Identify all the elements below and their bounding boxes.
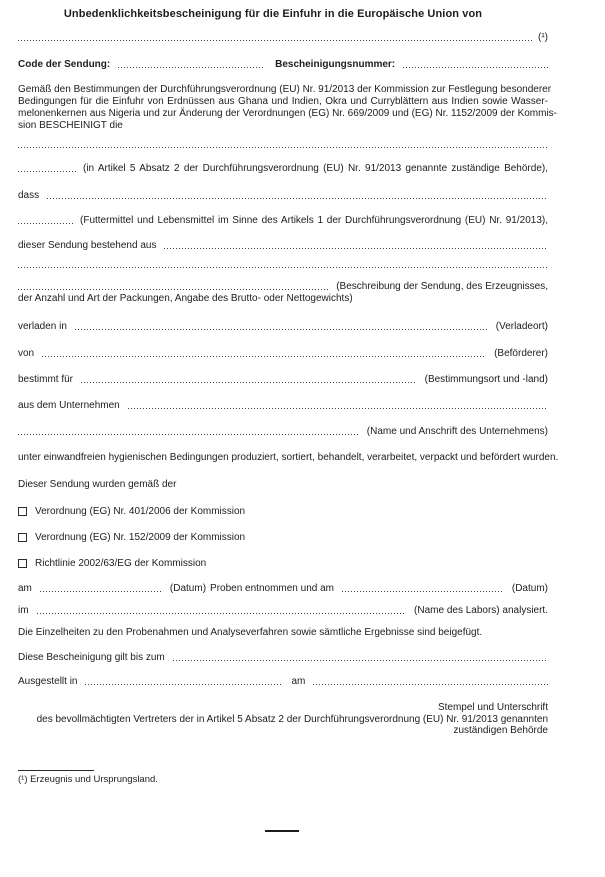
description-hint: (Beschreibung der Sendung, des Erzeugnisses, [336,281,548,292]
code-row [18,58,548,71]
valid-until-field[interactable] [173,660,548,661]
intro-paragraph [18,84,558,132]
sampling-intro: Dieser Sendung wurden gemäß der [18,479,177,490]
recipient-field[interactable] [18,40,533,41]
dass-label: dass [18,190,40,201]
checkbox-row-401-2006 [18,505,548,518]
authority-name-row [18,147,548,151]
intro-line: sion BESCHEINIGT die [18,120,123,131]
destination-row [18,373,548,386]
feed-hint-row [18,214,548,227]
recipient-row [18,31,548,44]
certificate-number-field[interactable] [403,67,548,68]
consignment-continuation-row [18,267,548,271]
intro-line: melonenkernen aus Nigeria und zur Änderung der Verordnungen (EG) Nr. 669/2009 und (EG) Nr. 1152/2009 der Kommis- [18,108,558,119]
intro-line: Bedingungen für die Einfuhr von Erdnüssen aus Ghana und Indien, Okra und Curryblättern aus Indien sowie Wasser- [18,96,548,107]
laboratory-field[interactable] [37,613,406,614]
description-hint-line2: der Anzahl und Art der Packungen, Angabe des Brutto- oder Nettogewichts) [18,293,353,304]
analysis-date-hint: (Datum) [511,583,548,594]
authority-name-field[interactable] [18,147,548,148]
laboratory-im-label: im [18,605,29,616]
dass-field[interactable] [47,198,548,199]
code-field[interactable] [118,67,263,68]
consignment-continuation-field[interactable] [18,267,548,268]
issue-date-field[interactable] [313,684,548,685]
laboratory-hint: (Name des Labors) analysiert. [414,605,548,616]
signature-line: des bevollmächtigten Vertreters der in Artikel 5 Absatz 2 der Durchführungsverordnung (EU) Nr. 91/2013 genannten [36,713,548,725]
code-label: Code der Sendung: [18,59,111,70]
laboratory-row [18,604,548,617]
feed-hint: (Futtermittel und Lebensmittel im Sinne des Artikels 1 der Durchführungsverordnung (EU) Nr. 91/2013), [80,215,548,226]
regulation-152-2009-label: Verordnung (EG) Nr. 152/2009 der Kommission [35,532,246,543]
description-row [18,281,548,293]
carrier-field[interactable] [42,356,486,357]
regulation-401-2006-checkbox[interactable] [18,507,27,516]
destination-label: bestimmt für [18,374,74,385]
validity-row [18,651,548,664]
authority-hint-row [18,162,548,175]
company-row [18,399,548,412]
authority-field[interactable] [18,171,76,172]
company-label: aus dem Unternehmen [18,400,120,411]
certificate-number-label: Bescheinigungsnummer: [275,59,396,70]
directive-2002-63-label: Richtlinie 2002/63/EG der Kommission [35,558,207,569]
sampling-mid-text: Proben entnommen und am [210,583,334,594]
checkbox-row-2002-63 [18,557,548,570]
analysis-date-field[interactable] [342,591,504,592]
carrier-hint: (Beförderer) [494,348,548,359]
consignment-row [18,239,548,252]
details-statement: Die Einzelheiten zu den Probenahmen und Analyseverfahren sowie sämtliche Ergebnisse sind beigefügt. [18,627,483,638]
destination-field[interactable] [81,382,417,383]
dass-row [18,189,548,202]
company-continuation-field[interactable] [18,434,359,435]
company-field[interactable] [128,408,548,409]
sampling-date-field[interactable] [40,591,162,592]
issued-label: Ausgestellt in [18,676,78,687]
sampling-date-row [18,582,548,595]
sampling-am-label: am [18,583,32,594]
regulation-152-2009-checkbox[interactable] [18,533,27,542]
loading-place-label: verladen in [18,321,67,332]
footnote-text: (¹) Erzeugnis und Ursprungsland. [18,773,158,785]
destination-hint: (Bestimmungsort und -land) [424,374,548,385]
regulation-401-2006-label: Verordnung (EG) Nr. 401/2006 der Kommission [35,506,246,517]
feed-field[interactable] [18,223,73,224]
description-block [18,281,548,305]
page-end-rule [265,830,299,832]
signature-line: Stempel und Unterschrift [437,702,548,713]
consignment-label: dieser Sendung bestehend aus [18,240,157,251]
document-title: Unbedenklichkeitsbescheinigung für die Einfuhr in die Europäische Union von [63,8,483,20]
loading-place-hint: (Verladeort) [495,321,548,332]
loading-place-field[interactable] [75,329,488,330]
issue-place-field[interactable] [85,684,283,685]
checkbox-row-152-2009 [18,531,548,544]
company-hint: (Name und Anschrift des Unternehmens) [366,426,548,437]
validity-label: Diese Bescheinigung gilt bis zum [18,652,165,663]
carrier-label: von [18,348,35,359]
footnote-separator [18,770,94,771]
authority-hint: (in Artikel 5 Absatz 2 der Durchführungsverordnung (EU) Nr. 91/2013 genannte zuständige Behörde), [83,163,548,174]
directive-2002-63-checkbox[interactable] [18,559,27,568]
signature-block [18,702,548,737]
consignment-field[interactable] [164,248,548,249]
signature-line: zuständigen Behörde [453,725,548,736]
footnote-ref: (¹) [538,32,548,43]
issued-am-label: am [291,676,306,687]
loading-place-row [18,320,548,333]
description-field[interactable] [18,289,328,290]
company-hint-row [18,425,548,438]
hygiene-statement: unter einwandfreien hygienischen Bedingungen produziert, sortiert, behandelt, verarbeitet, verpackt und befördert wurden. [18,452,559,463]
intro-line: Gemäß den Bestimmungen der Durchführungsverordnung (EU) Nr. 91/2013 der Kommission zur Festlegung besonderer [18,84,552,95]
issue-row [18,675,548,688]
carrier-row [18,347,548,360]
sampling-date-hint: (Datum) [169,583,207,594]
